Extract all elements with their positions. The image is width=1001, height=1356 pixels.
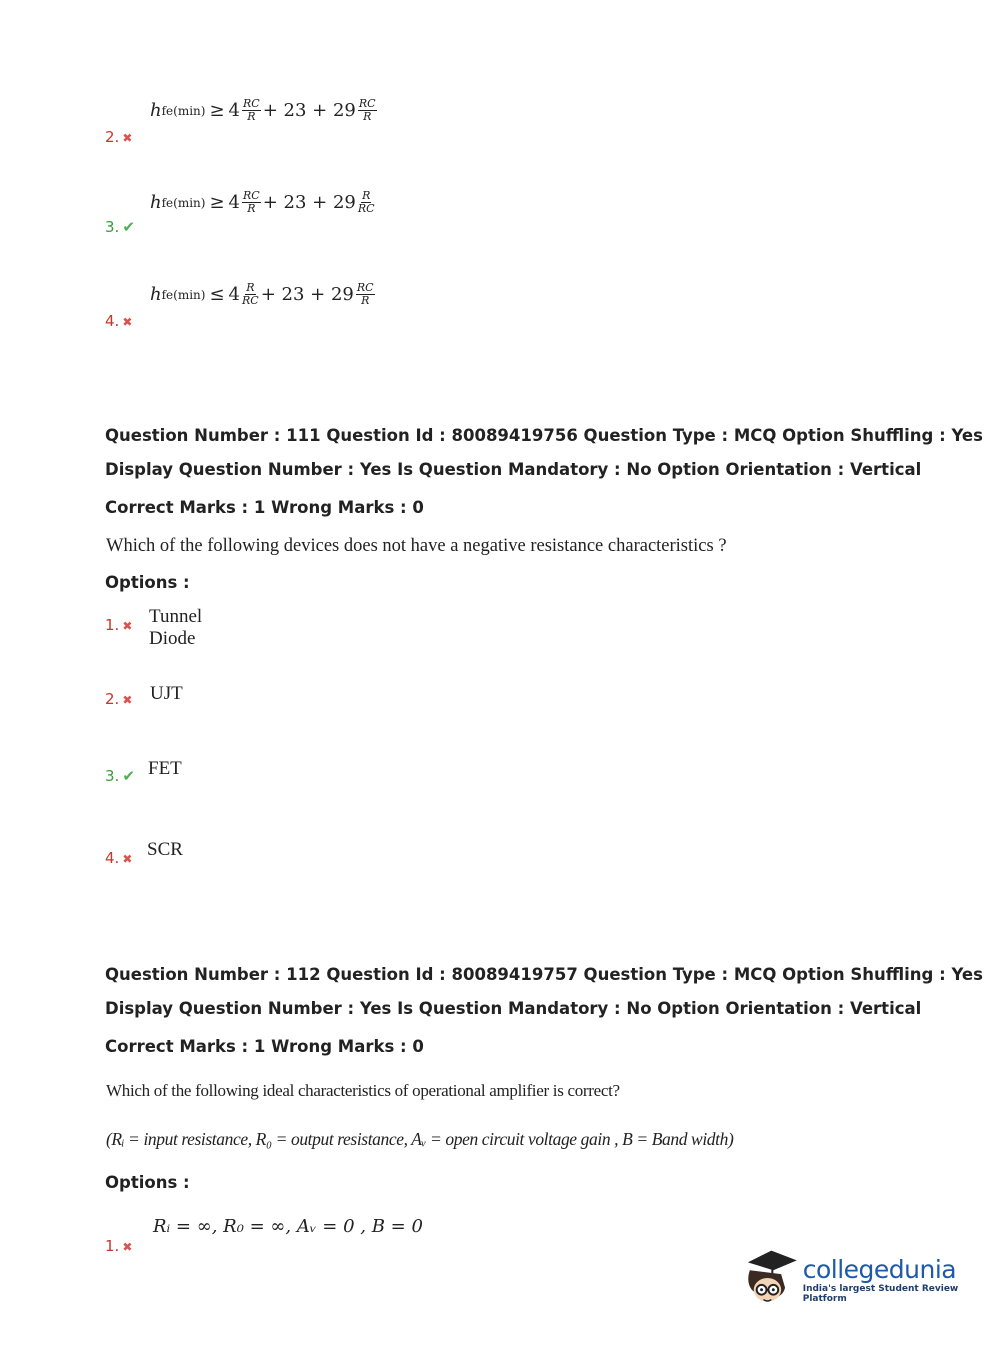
q111-question-text: Which of the following devices does not have a negative resistance characteristics ?	[106, 536, 727, 556]
q111-options-label: Options :	[105, 573, 190, 592]
option-number: 3.	[105, 218, 120, 236]
logo-title: collegedunia	[802, 1254, 957, 1284]
q112-meta-line1: Question Number : 112 Question Id : 80089419757 Question Type : MCQ Option Shuffling : Yes	[105, 965, 983, 984]
q112-options-label: Options :	[105, 1173, 190, 1192]
option-text: Rᵢ = ∞, R₀ = ∞, Aᵥ = 0 , B = 0	[153, 1216, 423, 1237]
option-text: FET	[148, 758, 182, 779]
check-icon: ✔	[122, 218, 135, 236]
q112-question-text: Which of the following ideal characteristics of operational amplifier is correct?	[106, 1081, 620, 1100]
q111-meta-line1: Question Number : 111 Question Id : 80089419756 Question Type : MCQ Option Shuffling : Yes	[105, 426, 983, 445]
option-text: SCR	[147, 839, 183, 860]
cross-icon: ✖	[122, 852, 133, 866]
option-number: 2.	[105, 690, 120, 708]
cross-icon: ✖	[122, 315, 133, 329]
option-number: 3.	[105, 767, 120, 785]
option-number: 1.	[105, 1237, 120, 1255]
q112-legend: (Rᵢ = input resistance, R₀ = output resistance, Aᵥ = open circuit voltage gain , B = Band width)	[106, 1129, 734, 1149]
cross-icon: ✖	[122, 131, 133, 145]
cross-icon: ✖	[122, 693, 133, 707]
option-number: 2.	[105, 128, 120, 146]
cross-icon: ✖	[122, 1240, 133, 1254]
option-number: 4.	[105, 849, 120, 867]
formula: h fe(min) ≥ 4 $\frac{RC}{R}$ + 23 + 29 $\frac{R}{RC}$	[150, 189, 375, 215]
q111-meta-line3: Correct Marks : 1 Wrong Marks : 0	[105, 498, 424, 517]
option-number: 1.	[105, 616, 120, 634]
option-text: Tunnel Diode	[149, 606, 203, 649]
logo-tagline: India's largest Student Review Platform	[802, 1283, 959, 1304]
option-text: UJT	[150, 683, 183, 704]
option-number: 4.	[105, 312, 120, 330]
q112-meta-line3: Correct Marks : 1 Wrong Marks : 0	[105, 1037, 424, 1056]
check-icon: ✔	[122, 767, 135, 785]
q111-meta-line2: Display Question Number : Yes Is Question Mandatory : No Option Orientation : Vertical	[105, 460, 922, 479]
collegedunia-logo	[742, 1248, 1001, 1310]
formula: h fe(min) ≥ 4 $\frac{RC}{R}$ + 23 + 29 $\frac{RC}{R}$	[150, 97, 376, 123]
formula: h fe(min) ≤ 4 $\frac{R}{RC}$ + 23 + 29 $\frac{RC}{R}$	[150, 281, 374, 307]
cross-icon: ✖	[122, 619, 133, 633]
q112-meta-line2: Display Question Number : Yes Is Question Mandatory : No Option Orientation : Vertical	[105, 999, 922, 1018]
mascot-icon	[742, 1248, 801, 1310]
